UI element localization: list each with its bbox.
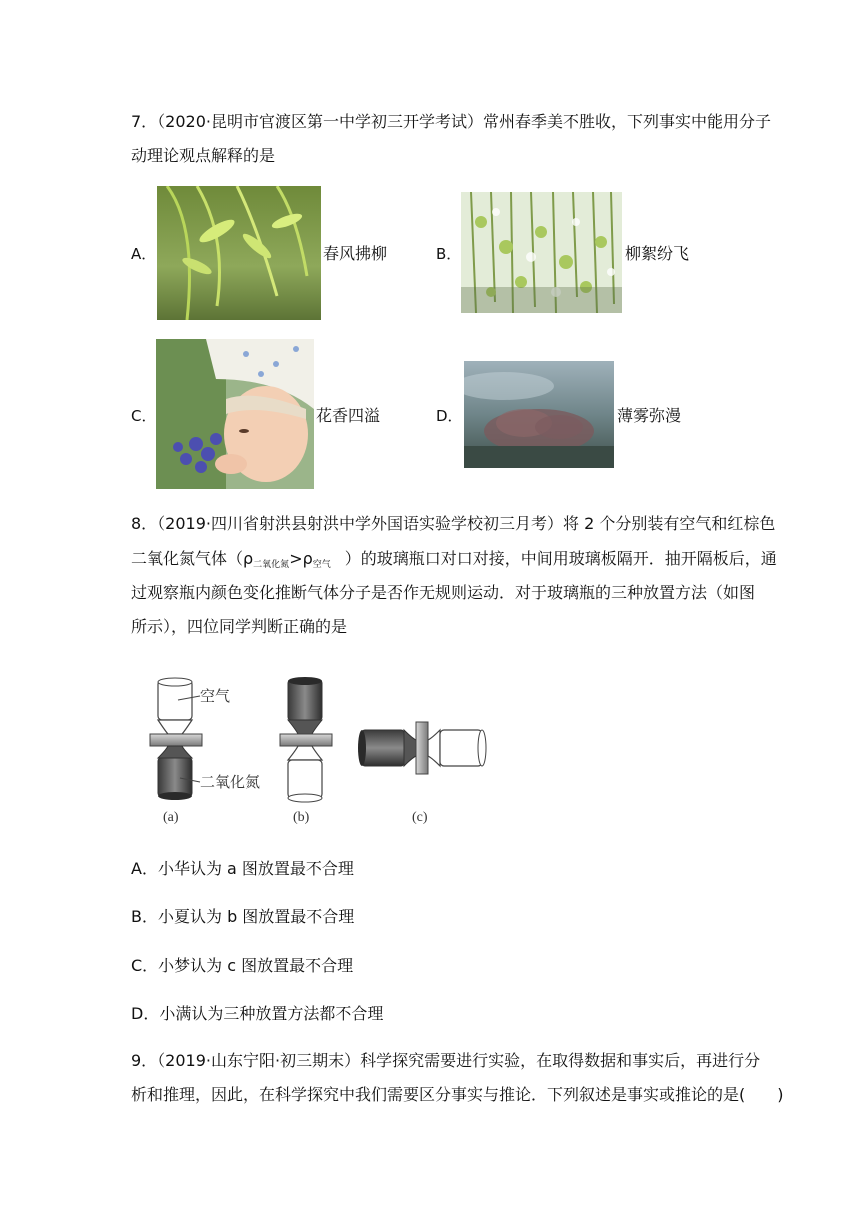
q7-stem-line1: 7．（2020·昆明市官渡区第一中学初三开学考试）常州春季美不胜收，下列事实中能用分子 bbox=[131, 112, 771, 131]
willow-catkin-image bbox=[461, 192, 622, 313]
q7-option-d-letter: D． bbox=[436, 407, 463, 425]
q8-sub-no2: 二氧化氮 bbox=[253, 560, 290, 570]
q8-sub-air: 空气 bbox=[312, 560, 331, 570]
q7-option-c-letter: C． bbox=[131, 407, 157, 425]
q8-line2-post: ）的玻璃瓶口对口对接，中间用玻璃板隔开．抽开隔板后，通 bbox=[344, 549, 777, 568]
label-no2: 二氧化氮 bbox=[200, 773, 261, 791]
caption-c: (c) bbox=[412, 810, 428, 825]
caption-b: (b) bbox=[293, 810, 310, 825]
q8-choice-d: D．小满认为三种放置方法都不合理 bbox=[131, 1004, 384, 1023]
bottle-arrangement-figure bbox=[140, 670, 490, 832]
q7-stem-line2: 动理论观点解释的是 bbox=[131, 146, 276, 165]
q7-option-a-letter: A． bbox=[131, 245, 157, 263]
q8-stem-line4: 所示），四位同学判断正确的是 bbox=[131, 617, 348, 636]
setup-c bbox=[358, 722, 486, 825]
q9-stem-line2: 析和推理，因此，在科学探究中我们需要区分事实与推论．下列叙述是事实或推论的是( ) bbox=[131, 1085, 784, 1104]
q9-stem-line1: 9．（2019·山东宁阳·初三期末）科学探究需要进行实验，在取得数据和事实后，再进行分 bbox=[131, 1051, 761, 1070]
caption-a: (a) bbox=[163, 810, 179, 825]
q7-option-b-text: 柳絮纷飞 bbox=[625, 244, 690, 263]
setup-a bbox=[150, 678, 202, 825]
q8-stem-line1: 8．（2019·四川省射洪县射洪中学外国语实验学校初三月考）将 2 个分别装有空气和红棕色 bbox=[131, 514, 776, 533]
girl-smelling-flowers-image bbox=[156, 339, 314, 489]
q7-option-d-text: 薄雾弥漫 bbox=[617, 406, 682, 425]
label-air: 空气 bbox=[200, 687, 231, 705]
q8-line2-pre: 二氧化氮气体（ρ bbox=[131, 549, 254, 568]
q8-choice-a: A．小华认为 a 图放置最不合理 bbox=[131, 859, 354, 878]
q8-choice-c: C．小梦认为 c 图放置最不合理 bbox=[131, 956, 354, 975]
mist-tree-image bbox=[464, 361, 614, 468]
q7-option-a-text: 春风拂柳 bbox=[323, 244, 388, 263]
q8-stem-line2 bbox=[131, 548, 777, 576]
q8-line2-mid: >ρ bbox=[289, 549, 313, 568]
setup-b bbox=[280, 677, 332, 825]
q7-option-c-text: 花香四溢 bbox=[316, 406, 381, 425]
q7-option-b-letter: B． bbox=[436, 245, 462, 263]
willow-image bbox=[157, 186, 321, 320]
q8-choice-b: B．小夏认为 b 图放置最不合理 bbox=[131, 907, 355, 926]
q8-stem-line3: 过观察瓶内颜色变化推断气体分子是否作无规则运动．对于玻璃瓶的三种放置方法（如图 bbox=[131, 583, 756, 602]
